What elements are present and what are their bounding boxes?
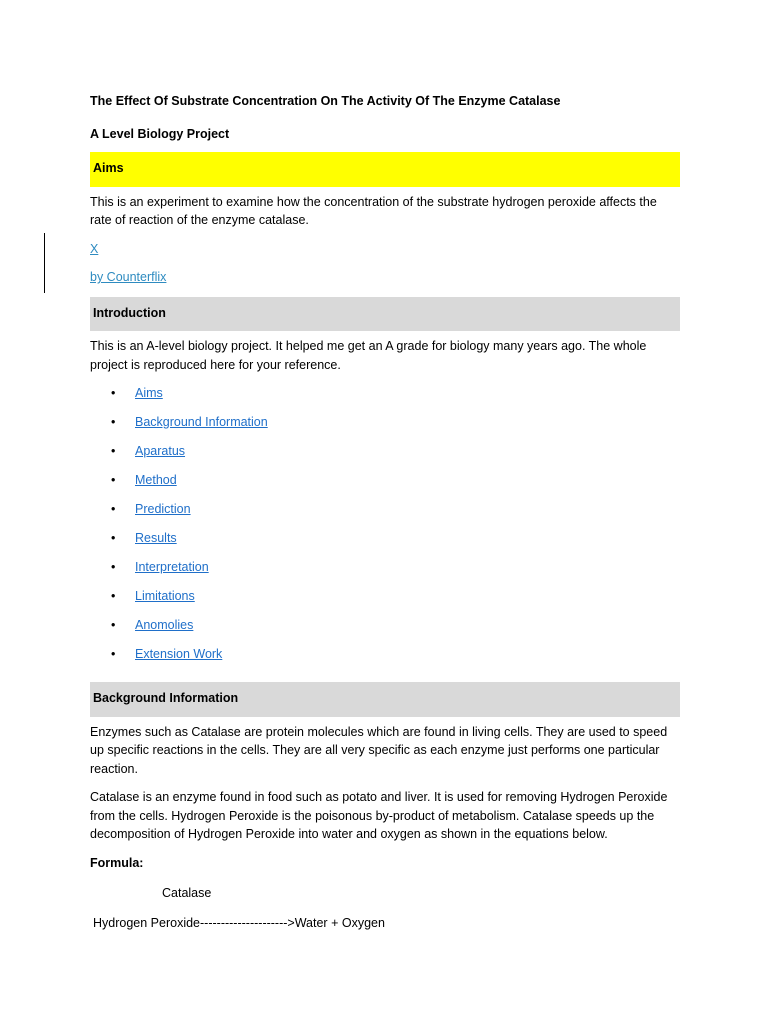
toc-item xyxy=(90,558,680,587)
table-of-contents xyxy=(90,384,680,674)
introduction-heading: Introduction xyxy=(90,297,680,332)
toc-item xyxy=(90,442,680,471)
bullet-icon: • xyxy=(111,531,116,545)
formula-label: Formula: xyxy=(90,855,144,870)
toc-link-extension-work[interactable]: Extension Work xyxy=(135,647,223,661)
toc-link-aims[interactable]: Aims xyxy=(135,386,163,400)
toc-link-prediction[interactable]: Prediction xyxy=(135,502,191,516)
bullet-icon: • xyxy=(111,473,116,487)
change-bar xyxy=(44,233,45,293)
bullet-icon: • xyxy=(111,444,116,458)
background-paragraph-2: Catalase is an enzyme found in food such as potato and liver. It is used for removing Hydrogen Peroxide from the cells. Hydrogen Peroxide is the poisonous by-product of metabolism. Catalase speeds up the decomposition of Hydrogen Peroxide into water and oxygen as shown in the equations below. xyxy=(90,790,668,841)
formula-catalase: Catalase xyxy=(162,886,212,900)
author-link[interactable]: by Counterflix xyxy=(90,270,167,284)
bullet-icon: • xyxy=(111,647,116,661)
aims-heading: Aims xyxy=(90,152,680,187)
toc-item xyxy=(90,645,680,674)
document-subtitle: A Level Biology Project xyxy=(90,126,230,141)
toc-link-results[interactable]: Results xyxy=(135,531,177,545)
document-title: The Effect Of Substrate Concentration On The Activity Of The Enzyme Catalase xyxy=(90,94,561,108)
bullet-icon: • xyxy=(111,386,116,400)
toc-item xyxy=(90,471,680,500)
bullet-icon: • xyxy=(111,502,116,516)
aims-paragraph: This is an experiment to examine how the concentration of the substrate hydrogen peroxide affects the rate of reaction of the enzyme catalase. xyxy=(90,194,657,227)
x-link[interactable]: X xyxy=(90,241,99,256)
toc-link-limitations[interactable]: Limitations xyxy=(135,589,195,603)
introduction-paragraph: This is an A-level biology project. It helped me get an A grade for biology many years ago. The whole project is reproduced here for your reference. xyxy=(90,339,647,372)
toc-item xyxy=(90,587,680,616)
formula-equation: Hydrogen Peroxide--------------------->Water + Oxygen xyxy=(93,915,385,930)
document-body xyxy=(90,92,680,932)
bullet-icon: • xyxy=(111,618,116,632)
toc-link-interpretation[interactable]: Interpretation xyxy=(135,560,209,574)
toc-item xyxy=(90,529,680,558)
toc-item xyxy=(90,616,680,645)
bullet-icon: • xyxy=(111,415,116,429)
bullet-icon: • xyxy=(111,560,116,574)
background-heading: Background Information xyxy=(90,682,680,717)
toc-link-background-information[interactable]: Background Information xyxy=(135,415,268,429)
toc-item xyxy=(90,384,680,413)
background-paragraph-1: Enzymes such as Catalase are protein molecules which are found in living cells. They are used to speed up specific reactions in the cells. They are all very specific as each enzyme just performs one particular reaction. xyxy=(90,724,668,776)
toc-link-anomolies[interactable]: Anomolies xyxy=(135,618,194,632)
bullet-icon: • xyxy=(111,589,116,603)
toc-link-method[interactable]: Method xyxy=(135,473,177,487)
toc-link-aparatus[interactable]: Aparatus xyxy=(135,444,186,458)
toc-item xyxy=(90,413,680,442)
toc-item xyxy=(90,500,680,529)
